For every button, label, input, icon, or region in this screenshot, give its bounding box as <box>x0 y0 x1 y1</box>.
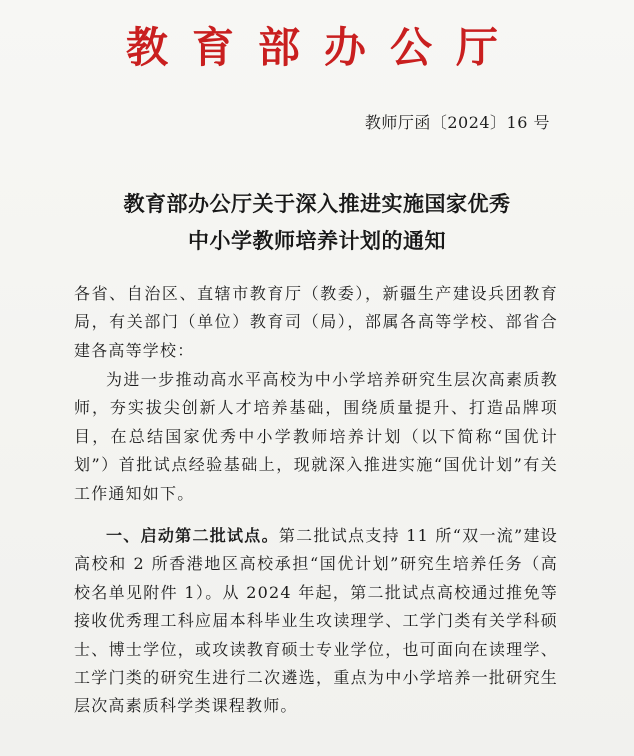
title-line-2: 中小学教师培养计划的通知 <box>188 229 446 253</box>
title-line-1: 教育部办公厅关于深入推进实施国家优秀 <box>123 192 511 216</box>
paragraph-intro <box>74 366 558 508</box>
paragraph-intro-text: 为进一步推动高水平高校为中小学培养研究生层次高素质教师，夯实拔尖创新人才培养基础，围绕质量提升、打造品牌项目，在总结国家优秀中小学教师培养计划（以下简称“国优计划”）首批试点经验基础上，现就深入推进实施“国优计划”有关工作通知如下。 <box>74 370 558 503</box>
masthead-title: 教育部办公厅 <box>125 23 522 72</box>
section-1-text: 第二批试点支持 11 所“双一流”建设高校和 2 所香港地区高校承担“国优计划”研究生培养任务（高校名单见附件 1）。从 2024 年起，第二批试点高校通过推免等接收优秀理工科应届本科毕业生攻读理学、工学门类有关学科硕士、博士学位，或攻读教育硕士专业学位，也可面向在读理学、工学门类的研究生进行二次遴选，重点为中小学培养一批研究生层次高素质科学类课程教师。 <box>74 526 558 716</box>
paragraph-section-1 <box>74 522 558 721</box>
document-number: 教师厅函〔2024〕16 号 <box>364 113 550 132</box>
section-1-heading: 一、启动第二批试点。 <box>106 526 279 545</box>
addressee: 各省、自治区、直辖市教育厅（教委），新疆生产建设兵团教育局，有关部门（单位）教育司（局），部属各高等学校、部省合建各高等学校： <box>74 284 558 360</box>
